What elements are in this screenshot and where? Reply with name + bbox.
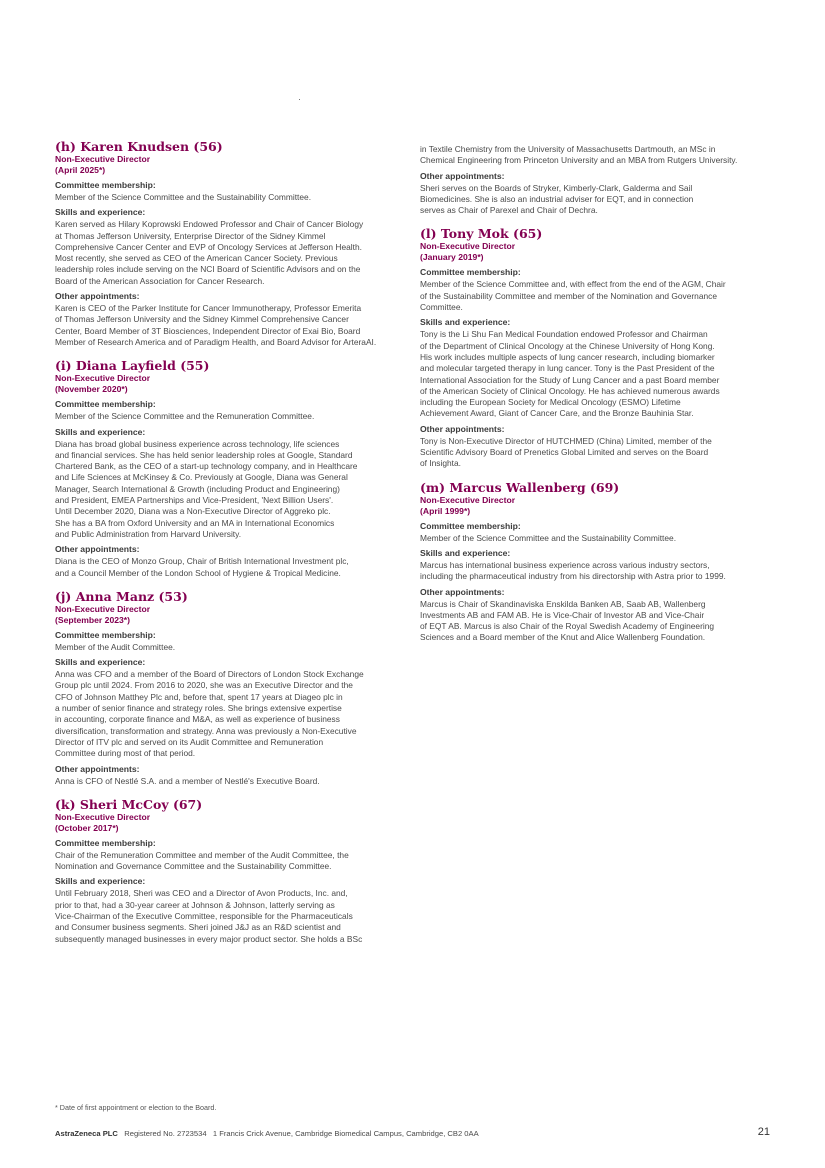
director-name: (i) Diana Layfield (55)	[55, 358, 210, 374]
text-line: Vice-Chairman of the Executive Committee, responsible for the Pharmaceuticals	[55, 910, 353, 921]
paragraph	[55, 850, 405, 873]
text-line: and financial services. She has held senior leadership roles at Google, Standard	[55, 449, 353, 460]
director-role: Non-Executive Director	[420, 494, 516, 505]
director-name: (m) Marcus Wallenberg (69)	[420, 479, 620, 495]
text-line: Director of ITV plc and served on its Audit Committee and Remuneration	[55, 736, 324, 747]
director-role: Non-Executive Director	[55, 811, 151, 822]
section-heading: Other appointments:	[55, 544, 140, 555]
text-line: and a Council Member of the London School of Hygiene & Tropical Medicine.	[55, 567, 341, 578]
text-line: Member of the Audit Committee.	[55, 641, 176, 652]
section-heading: Other appointments:	[420, 586, 505, 597]
appointment-date: (April 1999*)	[420, 505, 471, 516]
text-line: including the European Society for Medical Oncology (ESMO) Lifetime	[420, 397, 681, 408]
paragraph	[420, 533, 775, 544]
text-line: Committee during most of that period.	[55, 748, 196, 759]
text-line: Group plc until 2024. From 2016 to 2020, she was an Executive Director and the	[55, 680, 353, 691]
text-line: Chemical Engineering from Princeton University and an MBA from Rutgers University.	[420, 155, 738, 166]
section-heading: Other appointments:	[420, 423, 505, 434]
text-line: of the Department of Clinical Oncology at the Chinese University of Hong Kong.	[420, 340, 715, 351]
text-line: of the Sustainability Committee and member of the Nomination and Governance	[420, 290, 718, 301]
section-heading: Skills and experience:	[55, 657, 146, 668]
section-heading: Skills and experience:	[420, 317, 511, 328]
paragraph	[420, 279, 775, 313]
director-entry	[420, 480, 775, 644]
text-line: Sciences and a Board member of the Knut and Alice Wallenberg Foundation.	[420, 632, 706, 643]
director-entry	[55, 589, 405, 787]
text-line: Committee.	[420, 302, 463, 313]
text-line: and President, EMEA Partnerships and Vice-President, 'Next Billion Users'.	[55, 495, 334, 506]
section-heading: Other appointments:	[55, 763, 140, 774]
text-line: of EQT AB. Marcus is also Chair of the Royal Swedish Academy of Engineering	[420, 621, 715, 632]
continued-biography	[420, 144, 775, 216]
text-line: Biomedicines. She is also an industrial adviser for EQT, and in connection	[420, 193, 694, 204]
text-line: including the pharmaceutical industry from his directorship with Astra prior to 1999.	[420, 571, 726, 582]
paragraph	[420, 144, 775, 167]
other-appointments-continued	[420, 171, 775, 217]
text-line: Achievement Award, Giant of Cancer Care, and the Bronze Bauhinia Star.	[420, 408, 694, 419]
text-line: Tony is the Li Shu Fan Medical Foundation endowed Professor and Chairman	[420, 329, 708, 340]
director-role: Non-Executive Director	[55, 373, 151, 384]
paragraph	[55, 303, 405, 348]
text-line: Nomination and Governance Committee and the Sustainability Committee.	[55, 861, 332, 872]
paragraph	[420, 436, 775, 470]
section-heading: Committee membership:	[55, 629, 156, 640]
section-heading: Skills and experience:	[55, 426, 146, 437]
paragraph	[55, 888, 405, 944]
page-footer	[55, 1129, 479, 1138]
text-line: International Association for the Study of Lung Cancer and a past Board member	[420, 374, 720, 385]
text-line: Sheri serves on the Boards of Stryker, Kimberly-Clark, Galderma and Sail	[420, 182, 693, 193]
paragraph	[55, 556, 405, 579]
text-line: Member of the Science Committee and the Remuneration Committee.	[55, 411, 315, 422]
director-name: (k) Sheri McCoy (67)	[55, 796, 203, 812]
text-line: Karen served as Hilary Koprowski Endowed Professor and Chair of Cancer Biology	[55, 219, 364, 230]
text-line: diversification, transformation and strategy. Anna was previously a Non-Executive	[55, 725, 357, 736]
section-heading: Other appointments:	[420, 170, 505, 181]
text-line: Member of the Science Committee and, with effect from the end of the AGM, Chair	[420, 279, 726, 290]
left-column	[55, 139, 405, 955]
appointment-date: (October 2017*)	[55, 822, 119, 833]
section-heading: Skills and experience:	[55, 876, 146, 887]
text-line: serves as Chair of Parexel and Chair of Dechra.	[420, 205, 598, 216]
director-entry	[420, 226, 775, 469]
director-name: (l) Tony Mok (65)	[420, 226, 543, 242]
text-line: Diana is the CEO of Monzo Group, Chair of British International Investment plc,	[55, 556, 349, 567]
footer-company: AstraZeneca PLC	[55, 1129, 118, 1138]
text-line: Comprehensive Cancer Center and EVP of Oncology Services at Jefferson Health.	[55, 241, 362, 252]
text-line: in accounting, corporate finance and M&A, as well as experience of business	[55, 714, 340, 725]
section-heading: Skills and experience:	[420, 547, 511, 558]
text-line: Diana has broad global business experience across technology, life sciences	[55, 438, 340, 449]
text-line: She has a BA from Oxford University and an MA in International Economics	[55, 517, 335, 528]
text-line: His work includes multiple aspects of lung cancer research, including biomarker	[420, 351, 715, 362]
text-line: Member of the Science Committee and the Sustainability Committee.	[55, 192, 312, 202]
text-line: of the American Society of Clinical Oncology. He has achieved numerous awards	[420, 385, 720, 396]
footnote: * Date of first appointment or election to the Board.	[55, 1103, 217, 1112]
appointment-date: (April 2025*)	[55, 165, 106, 175]
text-line: Anna was CFO and a member of the Board of Directors of London Stock Exchange	[55, 669, 364, 680]
text-line: Until February 2018, Sheri was CEO and a Director of Avon Products, Inc. and,	[55, 888, 348, 899]
appointment-date: (September 2023*)	[55, 614, 130, 625]
text-line: at Thomas Jefferson University, Enterprise Director of the Sidney Kimmel	[55, 230, 326, 241]
appointment-date: (January 2019*)	[420, 252, 484, 263]
director-role: Non-Executive Director	[55, 154, 151, 164]
section-heading: Other appointments:	[55, 291, 140, 302]
text-line: Member of the Science Committee and the Sustainability Committee.	[420, 532, 677, 543]
paragraph	[55, 411, 405, 422]
director-entry	[55, 797, 405, 945]
text-line: Board of the American Association for Cancer Research.	[55, 275, 265, 286]
text-line: and Life Sciences at McKinsey & Co. Previously at Google, Diana was General	[55, 472, 348, 483]
text-line: Investments AB and FAM AB. He is Vice-Chair of Investor AB and Vice-Chair	[420, 609, 705, 620]
text-line: Until December 2020, Diana was a Non-Executive Director of Aggreko plc.	[55, 506, 331, 517]
page-number: 21	[757, 1126, 770, 1138]
section-heading: Committee membership:	[420, 520, 521, 531]
text-line: Chair of the Remuneration Committee and member of the Audit Committee, the	[55, 849, 349, 860]
text-line: in Textile Chemistry from the University of Massachusetts Dartmouth, an MSc in	[420, 144, 716, 154]
paragraph	[420, 599, 775, 644]
text-line: Karen is CEO of the Parker Institute for Cancer Immunotherapy, Professor Emerita	[55, 303, 362, 314]
text-line: of Insighta.	[420, 458, 461, 469]
text-line: and Public Administration from Harvard University.	[55, 528, 242, 539]
section-heading: Committee membership:	[420, 267, 521, 278]
text-line: Scientific Advisory Board of Prenetics Global Limited and serves on the Board	[420, 447, 709, 458]
director-entry	[55, 358, 405, 579]
section-heading: Committee membership:	[55, 180, 156, 190]
text-line: Manager, Search International & Growth (including Product and Engineering)	[55, 483, 340, 494]
director-role: Non-Executive Director	[55, 603, 151, 614]
text-line: and Consumer business segments. Sheri joined J&J as an R&D scientist and	[55, 922, 341, 933]
appointment-date: (November 2020*)	[55, 384, 128, 395]
director-name: (j) Anna Manz (53)	[55, 588, 188, 604]
text-line: leadership roles include serving on the NCI Board of Scientific Advisors and on the	[55, 264, 361, 275]
text-line: of Thomas Jefferson University and the Sidney Kimmel Comprehensive Cancer	[55, 314, 349, 325]
footer-address: 1 Francis Crick Avenue, Cambridge Biomedical Campus, Cambridge, CB2 0AA	[212, 1129, 479, 1138]
text-line: Tony is Non-Executive Director of HUTCHMED (China) Limited, member of the	[420, 435, 712, 446]
text-line: a number of senior finance and strategy roles. She brings extensive expertise	[55, 703, 342, 714]
text-line: Most recently, she served as CEO of the American Cancer Society. Previous	[55, 253, 338, 264]
section-heading: Committee membership:	[55, 837, 156, 848]
paragraph	[420, 560, 775, 583]
paragraph	[55, 776, 405, 787]
section-heading: Skills and experience:	[55, 207, 146, 218]
section-heading: Committee membership:	[55, 399, 156, 410]
text-line: subsequently managed businesses in every major product sector. She holds a BSc	[55, 933, 363, 944]
text-line: Chartered Bank, as the CEO of a start-up technology company, and in Healthcare	[55, 461, 358, 472]
right-column	[420, 144, 775, 654]
text-line: CFO of Johnson Matthey Plc and, before that, spent 17 years at Diageo plc in	[55, 691, 343, 702]
paragraph	[55, 219, 405, 287]
stray-dot	[299, 99, 300, 100]
text-line: Center, Board Member of 3T Biosciences, Independent Director of Exai Bio, Board	[55, 325, 361, 336]
text-line: Marcus is Chair of Skandinaviska Enskilda Banken AB, Saab AB, Wallenberg	[420, 598, 706, 609]
paragraph	[55, 642, 405, 653]
director-name: (h) Karen Knudsen (56)	[55, 139, 223, 154]
footer-registration: Registered No. 2723534	[124, 1129, 207, 1138]
paragraph	[55, 192, 405, 203]
paragraph	[420, 183, 775, 217]
text-line: Marcus has international business experience across various industry sectors,	[420, 559, 710, 570]
paragraph	[420, 329, 775, 419]
paragraph	[55, 439, 405, 541]
director-role: Non-Executive Director	[420, 241, 516, 252]
text-line: Anna is CFO of Nestlé S.A. and a member of Nestlé's Executive Board.	[55, 775, 320, 786]
text-line: and molecular targeted therapy in lung cancer. Tony is the Past President of the	[420, 363, 715, 374]
director-entry	[55, 139, 405, 348]
text-line: Member of Research America and of Paradigm Health, and Board Advisor for ArteraAI.	[55, 336, 377, 347]
text-line: prior to that, had a 30-year career at Johnson & Johnson, latterly serving as	[55, 899, 335, 910]
paragraph	[55, 669, 405, 759]
